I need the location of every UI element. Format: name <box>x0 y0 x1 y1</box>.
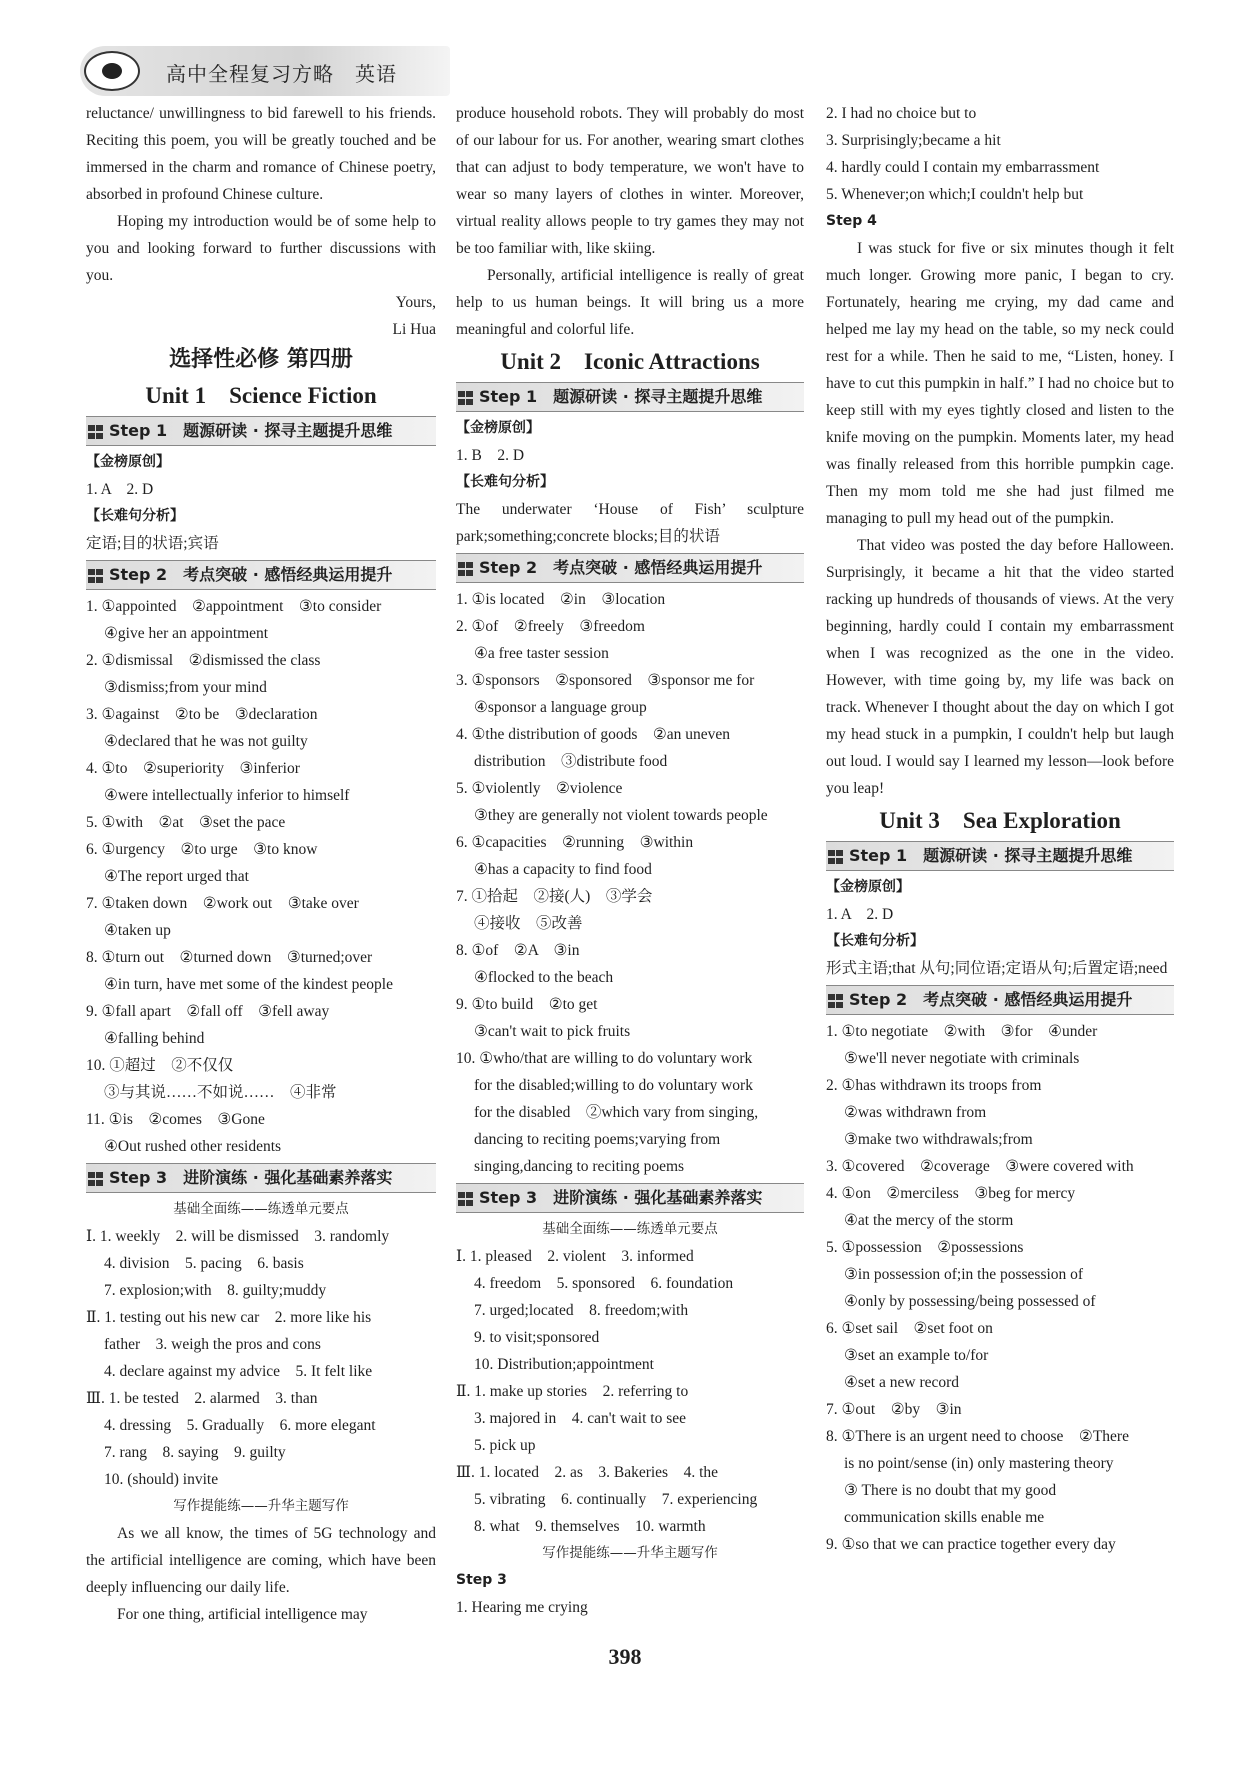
essay-paragraph: produce household robots. They will probably do most of our labour for us. For another, wearing smart clothes that can adjust to body temperature, we won't have to wear so many layers of clothes in winter. Moreover, virtual reality allows people to try games they may not be too familiar with, like skiing. <box>456 105 804 257</box>
answer-line: 2. ①dismissal ②dismissed the class <box>86 652 321 669</box>
step-heading: Step 1 题源研读 · 探寻主题提升思维 <box>456 382 804 412</box>
unit-title: Unit 2 Iconic Attractions <box>500 349 760 374</box>
answer-line: 4. ①to ②superiority ③inferior <box>86 760 300 777</box>
section-label: 【长难句分析】 <box>456 474 554 490</box>
publisher-logo-icon <box>84 51 140 91</box>
section-label: 【金榜原创】 <box>456 420 540 436</box>
answer-line: is no point/sense (in) only mastering theory <box>844 1455 1114 1472</box>
unit-title: Unit 3 Sea Exploration <box>879 808 1121 833</box>
step-squares-icon <box>458 562 473 576</box>
answer-line: ④The report urged that <box>104 868 249 885</box>
answer-line: ③dismiss;from your mind <box>104 679 267 696</box>
answer-line: Ⅱ. 1. make up stories 2. referring to <box>456 1383 689 1400</box>
book-title: 选择性必修 第四册 <box>169 347 353 372</box>
page-header <box>80 46 450 96</box>
answer-line: 3. Surprisingly;became a hit <box>826 132 1001 149</box>
answer-line: 11. ①is ②comes ③Gone <box>86 1111 265 1128</box>
section-label: 【金榜原创】 <box>86 454 170 470</box>
column-1 <box>86 100 436 1628</box>
step-heading: Step 1 题源研读 · 探寻主题提升思维 <box>86 416 436 446</box>
answer-line: 3. ①against ②to be ③declaration <box>86 706 318 723</box>
answer-line: Ⅲ. 1. be tested 2. alarmed 3. than <box>86 1390 318 1407</box>
story-paragraph: I was stuck for five or six minutes though it felt much longer. Growing more panic, I began to cry. Fortunately, hearing me crying, my dad came and helped me lay my head on the table, so my neck could rest for a while. Then he said to me, “Listen, honey. I have to cut this pumpkin in half.” I had no choice but to keep still with my eyes tightly closed and listen to the knife moving on the pumpkin. Moments later, my head was finally released from this horrible pumpkin cage. Then my mom told me she had just filmed me managing to pull my head out of the pumpkin. <box>826 240 1174 527</box>
subsection-title: 基础全面练——练透单元要点 <box>173 1201 349 1217</box>
essay-paragraph: reluctance/ unwillingness to bid farewell to his friends. Reciting this poem, you will be greatly touched and be immersed in the charm and romance of Chinese poetry, absorbed in profound Chinese culture. <box>86 105 436 203</box>
unit-title: Unit 1 Science Fiction <box>145 383 377 408</box>
step-heading: Step 2 考点突破 · 感悟经典运用提升 <box>86 560 436 590</box>
answer-line: Ⅱ. 1. testing out his new car 2. more like his <box>86 1309 372 1326</box>
step-squares-icon <box>828 850 843 864</box>
answer-line: 4. division 5. pacing 6. basis <box>104 1255 304 1272</box>
answer-line: 1. ①to negotiate ②with ③for ④under <box>826 1023 1098 1040</box>
answer-line: 2. I had no choice but to <box>826 105 977 122</box>
answer-line: 8. ①turn out ②turned down ③turned;over <box>86 949 373 966</box>
answer-line: 7. ①taken down ②work out ③take over <box>86 895 359 912</box>
answer-line: Ⅰ. 1. weekly 2. will be dismissed 3. randomly <box>86 1228 390 1245</box>
answer-line: 1. A 2. D <box>86 481 154 498</box>
step-squares-icon <box>458 1192 473 1206</box>
answer-line: 10. Distribution;appointment <box>474 1356 654 1373</box>
step-heading: Step 3 进阶演练 · 强化基础素养落实 <box>456 1183 804 1213</box>
answer-line: 1. ①is located ②in ③location <box>456 591 666 608</box>
answer-line: Ⅰ. 1. pleased 2. violent 3. informed <box>456 1248 694 1265</box>
answer-line: The underwater ‘House of Fish’ sculpture park;something;concrete blocks;目的状语 <box>456 501 804 545</box>
step-heading: Step 2 考点突破 · 感悟经典运用提升 <box>456 553 804 583</box>
answer-line: 7. ①拾起 ②接(人) ③学会 <box>456 888 653 905</box>
answer-line: ③与其说……不如说…… ④非常 <box>104 1084 337 1101</box>
section-label: 【金榜原创】 <box>826 879 910 895</box>
answer-line: 5. Whenever;on which;I couldn't help but <box>826 186 1084 203</box>
signature-closing: Yours, <box>395 294 436 311</box>
essay-paragraph: Personally, artificial intelligence is really of great help to us human beings. It will bring us a more meaningful and colorful life. <box>456 267 804 338</box>
answer-line: 8. what 9. themselves 10. warmth <box>474 1518 706 1535</box>
answer-line: 7. urged;located 8. freedom;with <box>474 1302 689 1319</box>
answer-line: communication skills enable me <box>844 1509 1045 1526</box>
answer-line: ④set a new record <box>844 1374 960 1391</box>
answer-line: ④a free taster session <box>474 645 609 662</box>
answer-line: 6. ①capacities ②running ③within <box>456 834 694 851</box>
step-heading: Step 1 题源研读 · 探寻主题提升思维 <box>826 841 1174 871</box>
answer-line: ④sponsor a language group <box>474 699 647 716</box>
step-squares-icon <box>88 425 103 439</box>
answer-line: 5. ①possession ②possessions <box>826 1239 1024 1256</box>
answer-line: 定语;目的状语;宾语 <box>86 535 219 552</box>
answer-line: for the disabled ②which vary from singing, <box>474 1104 759 1121</box>
answer-line: distribution ③distribute food <box>474 753 668 770</box>
answer-line: for the disabled;willing to do voluntary work <box>474 1077 753 1094</box>
answer-line: ③in possession of;in the possession of <box>844 1266 1084 1283</box>
answer-line: 9. ①to build ②to get <box>456 996 598 1013</box>
answer-line: 7. ①out ②by ③in <box>826 1401 962 1418</box>
answer-line: 1. A 2. D <box>826 906 894 923</box>
answer-line: ⑤we'll never negotiate with criminals <box>844 1050 1080 1067</box>
column-2 <box>456 100 804 1621</box>
answer-line: 9. to visit;sponsored <box>474 1329 600 1346</box>
answer-line: 5. vibrating 6. continually 7. experiencing <box>474 1491 758 1508</box>
answer-line: 8. ①There is an urgent need to choose ②There <box>826 1428 1129 1445</box>
answer-line: ③they are generally not violent towards people <box>474 807 768 824</box>
answer-line: ④were intellectually inferior to himself <box>104 787 350 804</box>
answer-line: father 3. weigh the pros and cons <box>104 1336 321 1353</box>
answer-line: 形式主语;that 从句;同位语;定语从句;后置定语;need <box>826 960 1168 977</box>
subsection-title: 基础全面练——练透单元要点 <box>542 1221 718 1237</box>
answer-line: ④in turn, have met some of the kindest people <box>104 976 393 993</box>
answer-line: 4. freedom 5. sponsored 6. foundation <box>474 1275 734 1292</box>
answer-line: ④only by possessing/being possessed of <box>844 1293 1096 1310</box>
answer-line: ④flocked to the beach <box>474 969 614 986</box>
story-paragraph: That video was posted the day before Halloween. Surprisingly, it became a hit that the video started racking up hundreds of thousands of views. At the very beginning, hardly could I contain my embarrassment when I was recognized as the one in the video. However, with time going by, my life was back on track. Whenever I thought about the day on which I got my head stuck in a pumpkin, I couldn't help but laugh out loud. I would say I learned my lesson—look before you leap! <box>826 537 1174 797</box>
header-title: 高中全程复习方略 英语 <box>166 62 397 86</box>
subsection-title: 写作提能练——升华主题写作 <box>173 1498 349 1514</box>
page-number: 398 <box>608 1644 642 1669</box>
essay-paragraph: For one thing, artificial intelligence may <box>117 1606 368 1623</box>
answer-line: 4. ①the distribution of goods ②an uneven <box>456 726 731 743</box>
answer-line: ④falling behind <box>104 1030 205 1047</box>
answer-line: 5. ①violently ②violence <box>456 780 623 797</box>
answer-line: 1. B 2. D <box>456 447 525 464</box>
answer-line: 3. ①covered ②coverage ③were covered with <box>826 1158 1134 1175</box>
answer-line: 5. ①with ②at ③set the pace <box>86 814 286 831</box>
essay-paragraph: As we all know, the times of 5G technology and the artificial intelligence are coming, which have been deeply influencing our daily life. <box>86 1525 436 1596</box>
answer-line: 4. dressing 5. Gradually 6. more elegant <box>104 1417 376 1434</box>
answer-line: ③make two withdrawals;from <box>844 1131 1033 1148</box>
answer-line: 1. Hearing me crying <box>456 1599 588 1616</box>
section-label: Step 4 <box>826 213 877 229</box>
answer-line: Ⅲ. 1. located 2. as 3. Bakeries 4. the <box>456 1464 719 1481</box>
step-squares-icon <box>458 391 473 405</box>
section-label: Step 3 <box>456 1572 507 1588</box>
answer-line: 1. ①appointed ②appointment ③to consider <box>86 598 382 615</box>
answer-line: 4. hardly could I contain my embarrassment <box>826 159 1100 176</box>
answer-line: ④give her an appointment <box>104 625 269 642</box>
answer-line: 7. explosion;with 8. guilty;muddy <box>104 1282 327 1299</box>
answer-line: 8. ①of ②A ③in <box>456 942 580 959</box>
subsection-title: 写作提能练——升华主题写作 <box>542 1545 718 1561</box>
answer-line: ④接收 ⑤改善 <box>474 915 583 932</box>
answer-line: ③set an example to/for <box>844 1347 989 1364</box>
section-label: 【长难句分析】 <box>86 508 184 524</box>
column-3 <box>826 100 1174 1558</box>
answer-line: 3. majored in 4. can't wait to see <box>474 1410 686 1427</box>
answer-line: 10. (should) invite <box>104 1471 219 1488</box>
answer-line: ④taken up <box>104 922 171 939</box>
signature-name: Li Hua <box>392 321 436 338</box>
answer-line: ②was withdrawn from <box>844 1104 987 1121</box>
answer-line: 4. declare against my advice 5. It felt like <box>104 1363 373 1380</box>
answer-line: 2. ①of ②freely ③freedom <box>456 618 645 635</box>
section-label: 【长难句分析】 <box>826 933 924 949</box>
essay-paragraph: Hoping my introduction would be of some help to you and looking forward to further discussions with you. <box>86 213 436 284</box>
answer-line: ④Out rushed other residents <box>104 1138 282 1155</box>
step-squares-icon <box>88 569 103 583</box>
answer-line: ③can't wait to pick fruits <box>474 1023 631 1040</box>
answer-line: ④has a capacity to find food <box>474 861 652 878</box>
answer-line: 10. ①who/that are willing to do voluntary work <box>456 1050 753 1067</box>
step-heading: Step 3 进阶演练 · 强化基础素养落实 <box>86 1163 436 1193</box>
answer-line: 9. ①fall apart ②fall off ③fell away <box>86 1003 330 1020</box>
answer-line: 3. ①sponsors ②sponsored ③sponsor me for <box>456 672 755 689</box>
step-squares-icon <box>88 1172 103 1186</box>
answer-line: 10. ①超过 ②不仅仅 <box>86 1057 234 1074</box>
answer-line: 7. rang 8. saying 9. guilty <box>104 1444 286 1461</box>
answer-line: ④declared that he was not guilty <box>104 733 308 750</box>
step-heading: Step 2 考点突破 · 感悟经典运用提升 <box>826 985 1174 1015</box>
answer-line: singing,dancing to reciting poems <box>474 1158 685 1175</box>
step-squares-icon <box>828 994 843 1008</box>
answer-line: 9. ①so that we can practice together every day <box>826 1536 1116 1553</box>
answer-line: 6. ①urgency ②to urge ③to know <box>86 841 318 858</box>
answer-line: dancing to reciting poems;varying from <box>474 1131 721 1148</box>
answer-line: 6. ①set sail ②set foot on <box>826 1320 993 1337</box>
answer-line: 2. ①has withdrawn its troops from <box>826 1077 1042 1094</box>
answer-line: 5. pick up <box>474 1437 536 1454</box>
answer-line: ③ There is no doubt that my good <box>844 1482 1057 1499</box>
answer-line: ④at the mercy of the storm <box>844 1212 1014 1229</box>
answer-line: 4. ①on ②merciless ③beg for mercy <box>826 1185 1076 1202</box>
